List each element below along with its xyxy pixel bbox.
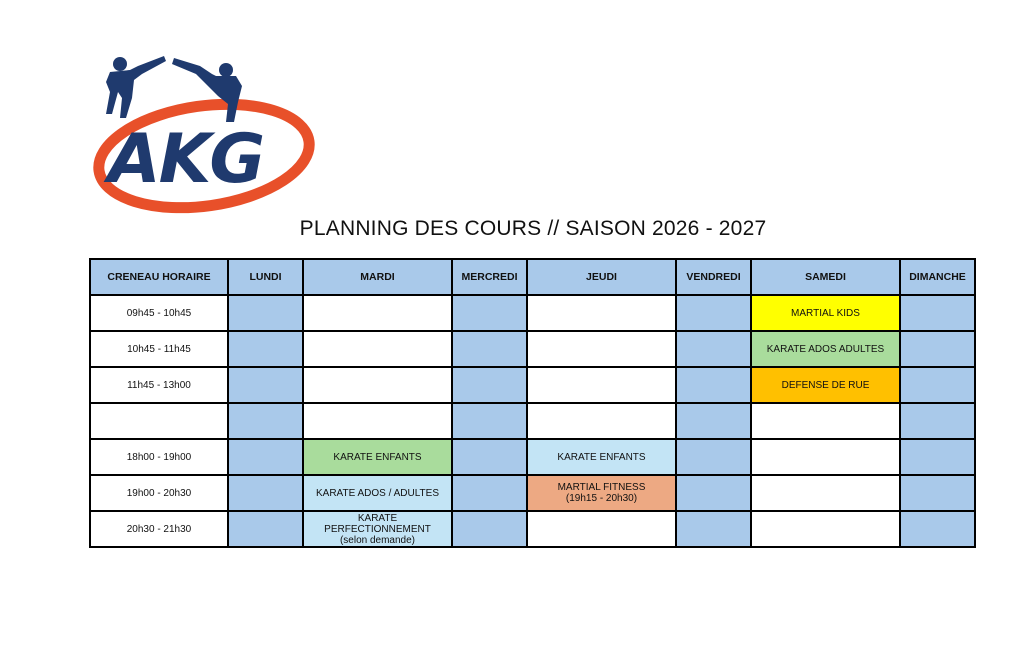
mercredi-cell bbox=[452, 295, 527, 331]
dimanche-cell bbox=[900, 403, 975, 439]
lundi-cell bbox=[228, 403, 303, 439]
jeudi-cell: KARATE ENFANTS bbox=[527, 439, 676, 475]
slot-cell bbox=[90, 403, 228, 439]
table-row bbox=[90, 403, 975, 439]
samedi-cell bbox=[751, 511, 900, 547]
mardi-cell: KARATE ADOS / ADULTES bbox=[303, 475, 452, 511]
jeudi-cell bbox=[527, 331, 676, 367]
dimanche-cell bbox=[900, 295, 975, 331]
samedi-cell bbox=[751, 439, 900, 475]
lundi-cell bbox=[228, 511, 303, 547]
header-row bbox=[90, 259, 975, 295]
jeudi-cell bbox=[527, 475, 676, 511]
lundi-cell bbox=[228, 331, 303, 367]
mercredi-cell bbox=[452, 367, 527, 403]
lundi-cell bbox=[228, 367, 303, 403]
header-jeudi: JEUDI bbox=[527, 259, 676, 295]
table-row bbox=[90, 475, 975, 511]
lundi-cell bbox=[228, 475, 303, 511]
slot-cell: 20h30 - 21h30 bbox=[90, 511, 228, 547]
dimanche-cell bbox=[900, 367, 975, 403]
mercredi-cell bbox=[452, 475, 527, 511]
table-row bbox=[90, 331, 975, 367]
logo-text: AKG bbox=[108, 120, 264, 199]
jeudi-cell bbox=[527, 367, 676, 403]
samedi-cell: DEFENSE DE RUE bbox=[751, 367, 900, 403]
header-mardi: MARDI bbox=[303, 259, 452, 295]
dimanche-cell bbox=[900, 511, 975, 547]
header-samedi: SAMEDI bbox=[751, 259, 900, 295]
mardi-cell bbox=[303, 331, 452, 367]
header-dimanche: DIMANCHE bbox=[900, 259, 975, 295]
mercredi-cell bbox=[452, 331, 527, 367]
mardi-cell bbox=[303, 403, 452, 439]
slot-cell: 10h45 - 11h45 bbox=[90, 331, 228, 367]
slot-cell: 19h00 - 20h30 bbox=[90, 475, 228, 511]
vendredi-cell bbox=[676, 367, 751, 403]
page-title: PLANNING DES COURS // SAISON 2026 - 2027 bbox=[299, 217, 767, 240]
vendredi-cell bbox=[676, 295, 751, 331]
samedi-cell bbox=[751, 475, 900, 511]
mercredi-cell bbox=[452, 511, 527, 547]
slot-cell: 18h00 - 19h00 bbox=[90, 439, 228, 475]
jeudi-cell bbox=[527, 511, 676, 547]
jeudi-course-label: MARTIAL FITNESS bbox=[557, 482, 646, 493]
header-mercredi: MERCREDI bbox=[452, 259, 527, 295]
mardi-course-note: (selon demande) bbox=[339, 534, 416, 546]
mardi-cell bbox=[303, 511, 452, 547]
vendredi-cell bbox=[676, 511, 751, 547]
lundi-cell bbox=[228, 439, 303, 475]
samedi-cell: MARTIAL KIDS bbox=[751, 295, 900, 331]
dimanche-cell bbox=[900, 331, 975, 367]
table-row bbox=[90, 367, 975, 403]
mardi-cell bbox=[303, 295, 452, 331]
vendredi-cell bbox=[676, 331, 751, 367]
table-row bbox=[90, 295, 975, 331]
table-row bbox=[90, 511, 975, 547]
vendredi-cell bbox=[676, 439, 751, 475]
mercredi-cell bbox=[452, 403, 527, 439]
mardi-cell bbox=[303, 367, 452, 403]
slot-cell: 09h45 - 10h45 bbox=[90, 295, 228, 331]
dimanche-cell bbox=[900, 475, 975, 511]
table-row bbox=[90, 439, 975, 475]
schedule-table bbox=[89, 258, 976, 548]
header-slot: CRENEAU HORAIRE bbox=[90, 259, 228, 295]
jeudi-course-time: (19h15 - 20h30) bbox=[565, 493, 638, 504]
samedi-cell: KARATE ADOS ADULTES bbox=[751, 331, 900, 367]
header-lundi: LUNDI bbox=[228, 259, 303, 295]
lundi-cell bbox=[228, 295, 303, 331]
mardi-course-label: KARATE PERFECTIONNEMENT bbox=[324, 512, 431, 535]
jeudi-cell bbox=[527, 295, 676, 331]
slot-cell: 11h45 - 13h00 bbox=[90, 367, 228, 403]
jeudi-cell bbox=[527, 403, 676, 439]
samedi-cell bbox=[751, 403, 900, 439]
mercredi-cell bbox=[452, 439, 527, 475]
vendredi-cell bbox=[676, 403, 751, 439]
mardi-cell: KARATE ENFANTS bbox=[303, 439, 452, 475]
dimanche-cell bbox=[900, 439, 975, 475]
akg-logo bbox=[86, 52, 316, 217]
header-vendredi: VENDREDI bbox=[676, 259, 751, 295]
vendredi-cell bbox=[676, 475, 751, 511]
